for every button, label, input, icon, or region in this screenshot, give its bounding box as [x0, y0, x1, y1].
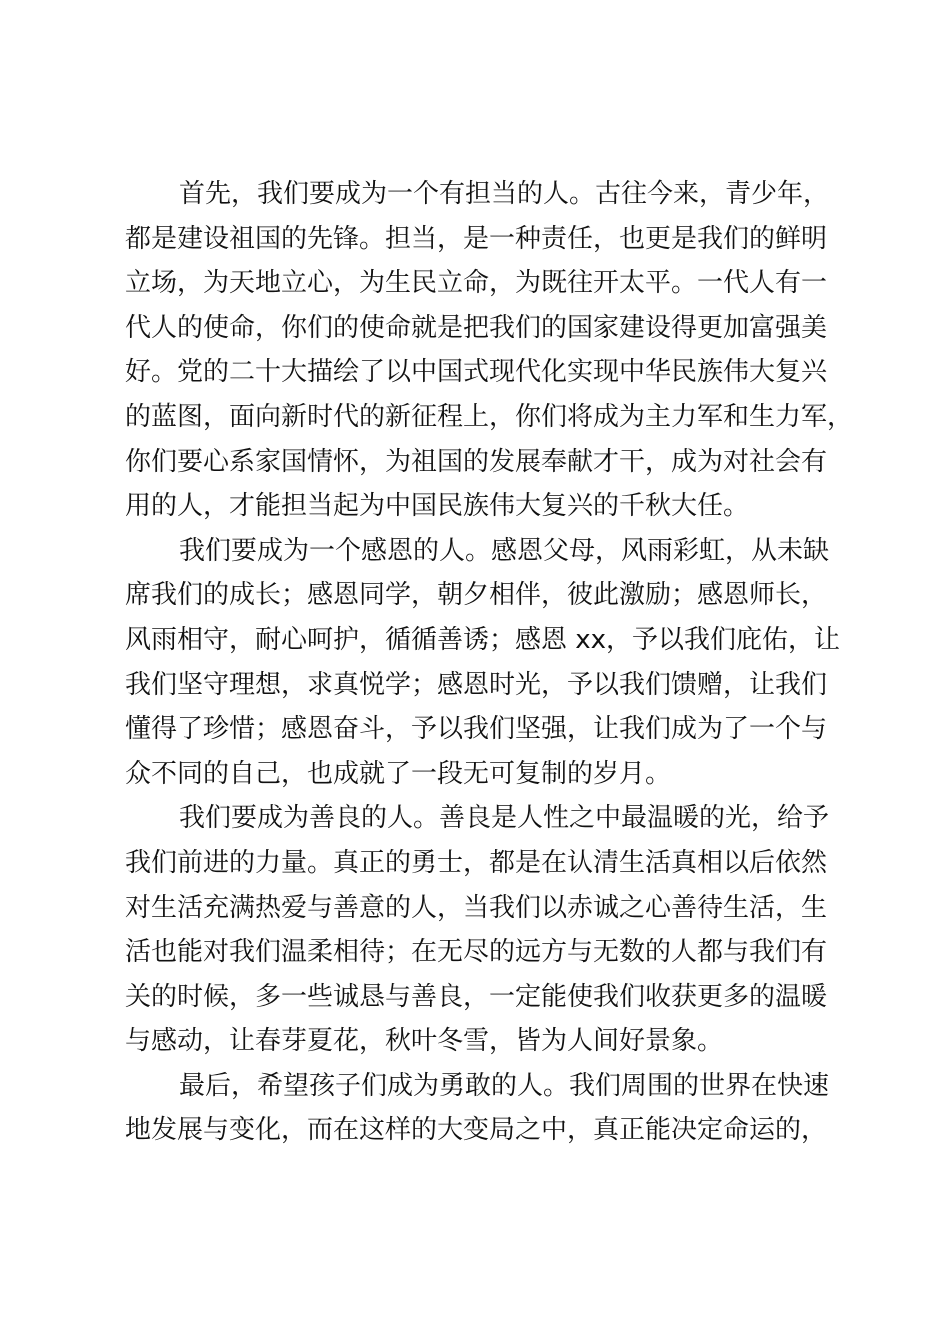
paragraph-2-line-3: 风雨相守，耐心呵护，循循善诱；感恩 xx，予以我们庇佑，让	[125, 624, 841, 655]
paragraph-3-line-6: 与感动，让春芽夏花，秋叶冬雪，皆为人间好景象。	[125, 1026, 724, 1057]
paragraph-2-line-1: 我们要成为一个感恩的人。感恩父母，风雨彩虹，从未缺	[179, 535, 830, 566]
paragraph-1-line-7: 你们要心系家国情怀，为祖国的发展奉献才干，成为对社会有	[125, 446, 828, 477]
paragraph-3-line-4: 活也能对我们温柔相待；在无尽的远方与无数的人都与我们有	[125, 937, 828, 968]
paragraph-1-line-6: 的蓝图，面向新时代的新征程上，你们将成为主力军和生力军，	[125, 401, 854, 432]
paragraph-1-line-5: 好。党的二十大描绘了以中国式现代化实现中华民族伟大复兴	[125, 357, 828, 388]
paragraph-3-line-5: 关的时候，多一些诚恳与善良，一定能使我们收获更多的温暖	[125, 981, 828, 1012]
paragraph-1-line-2: 都是建设祖国的先锋。担当，是一种责任，也更是我们的鲜明	[125, 223, 828, 254]
paragraph-4-line-1: 最后，希望孩子们成为勇敢的人。我们周围的世界在快速	[179, 1070, 830, 1101]
paragraph-1-line-3: 立场，为天地立心，为生民立命，为既往开太平。一代人有一	[125, 268, 828, 299]
paragraph-3-line-2: 我们前进的力量。真正的勇士，都是在认清生活真相以后依然	[125, 847, 828, 878]
paragraph-1-line-8: 用的人，才能担当起为中国民族伟大复兴的千秋大任。	[125, 491, 750, 522]
paragraph-2-line-6: 众不同的自己，也成就了一段无可复制的岁月。	[125, 758, 672, 789]
paragraph-2-line-4: 我们坚守理想，求真悦学；感恩时光，予以我们馈赠，让我们	[125, 669, 828, 700]
paragraph-3-line-3: 对生活充满热爱与善意的人，当我们以赤诚之心善待生活，生	[125, 892, 828, 923]
paragraph-2-line-5: 懂得了珍惜；感恩奋斗，予以我们坚强，让我们成为了一个与	[125, 714, 828, 745]
paragraph-4-line-2: 地发展与变化，而在这样的大变局之中，真正能决定命运的，	[125, 1115, 828, 1146]
paragraph-1-line-4: 代人的使命，你们的使命就是把我们的国家建设得更加富强美	[125, 312, 828, 343]
paragraph-2-line-2: 席我们的成长；感恩同学，朝夕相伴，彼此激励；感恩师长，	[125, 580, 828, 611]
body-text	[125, 172, 865, 1153]
paragraph-3-line-1: 我们要成为善良的人。善良是人性之中最温暖的光，给予	[179, 803, 830, 834]
paragraph-1-line-1: 首先，我们要成为一个有担当的人。古往今来，青少年，	[179, 179, 830, 209]
